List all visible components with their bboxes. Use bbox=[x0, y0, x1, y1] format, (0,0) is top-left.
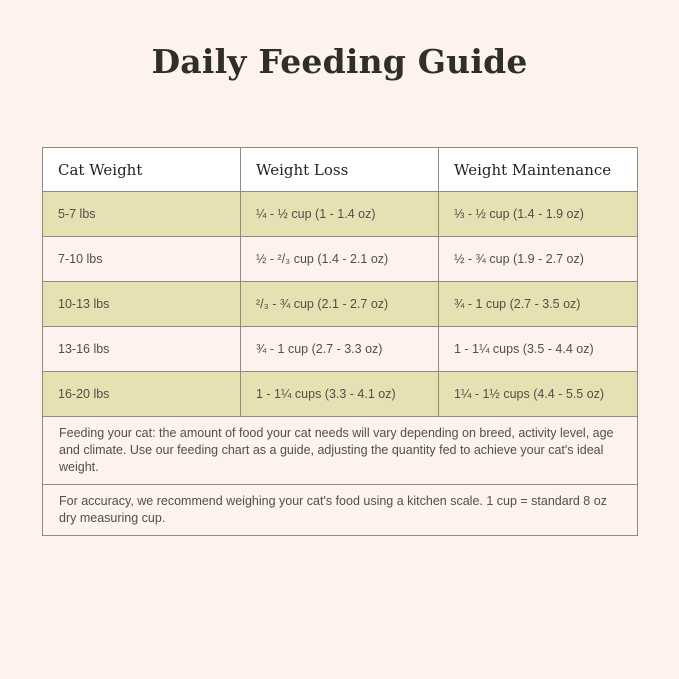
page-title: Daily Feeding Guide bbox=[151, 42, 528, 81]
cell-weight-loss: ¾ - 1 cup (2.7 - 3.3 oz) bbox=[241, 327, 439, 372]
cell-weight-maintenance: 1 - 1¼ cups (3.5 - 4.4 oz) bbox=[439, 327, 638, 372]
table-row bbox=[43, 372, 638, 417]
header-weight-maintenance: Weight Maintenance bbox=[439, 148, 638, 192]
note-measuring-tip: For accuracy, we recommend weighing your cat's food using a kitchen scale. 1 cup = standard 8 oz dry measuring cup. bbox=[43, 485, 638, 536]
header-weight-loss: Weight Loss bbox=[241, 148, 439, 192]
cell-weight-maintenance: ⅓ - ½ cup (1.4 - 1.9 oz) bbox=[439, 192, 638, 237]
table-row bbox=[43, 327, 638, 372]
cell-cat-weight: 16-20 lbs bbox=[43, 372, 241, 417]
note-row bbox=[43, 417, 638, 485]
cell-cat-weight: 13-16 lbs bbox=[43, 327, 241, 372]
table-row bbox=[43, 237, 638, 282]
cell-weight-loss: ²/₃ - ¾ cup (2.1 - 2.7 oz) bbox=[241, 282, 439, 327]
table-row bbox=[43, 192, 638, 237]
note-row bbox=[43, 485, 638, 536]
cell-weight-maintenance: 1¼ - 1½ cups (4.4 - 5.5 oz) bbox=[439, 372, 638, 417]
cell-weight-loss: ¼ - ½ cup (1 - 1.4 oz) bbox=[241, 192, 439, 237]
cell-weight-loss: ½ - ²/₃ cup (1.4 - 2.1 oz) bbox=[241, 237, 439, 282]
cell-weight-loss: 1 - 1¼ cups (3.3 - 4.1 oz) bbox=[241, 372, 439, 417]
cell-cat-weight: 10-13 lbs bbox=[43, 282, 241, 327]
table-row bbox=[43, 282, 638, 327]
note-feeding-guidance: Feeding your cat: the amount of food your cat needs will vary depending on breed, activity level, age and climate. Use our feeding chart as a guide, adjusting the quantity fed to achieve your cat's ideal weight. bbox=[43, 417, 638, 485]
cell-cat-weight: 7-10 lbs bbox=[43, 237, 241, 282]
feeding-guide-table bbox=[42, 147, 638, 536]
cell-weight-maintenance: ½ - ¾ cup (1.9 - 2.7 oz) bbox=[439, 237, 638, 282]
cell-weight-maintenance: ¾ - 1 cup (2.7 - 3.5 oz) bbox=[439, 282, 638, 327]
header-cat-weight: Cat Weight bbox=[43, 148, 241, 192]
table-header-row bbox=[43, 148, 638, 192]
cell-cat-weight: 5-7 lbs bbox=[43, 192, 241, 237]
